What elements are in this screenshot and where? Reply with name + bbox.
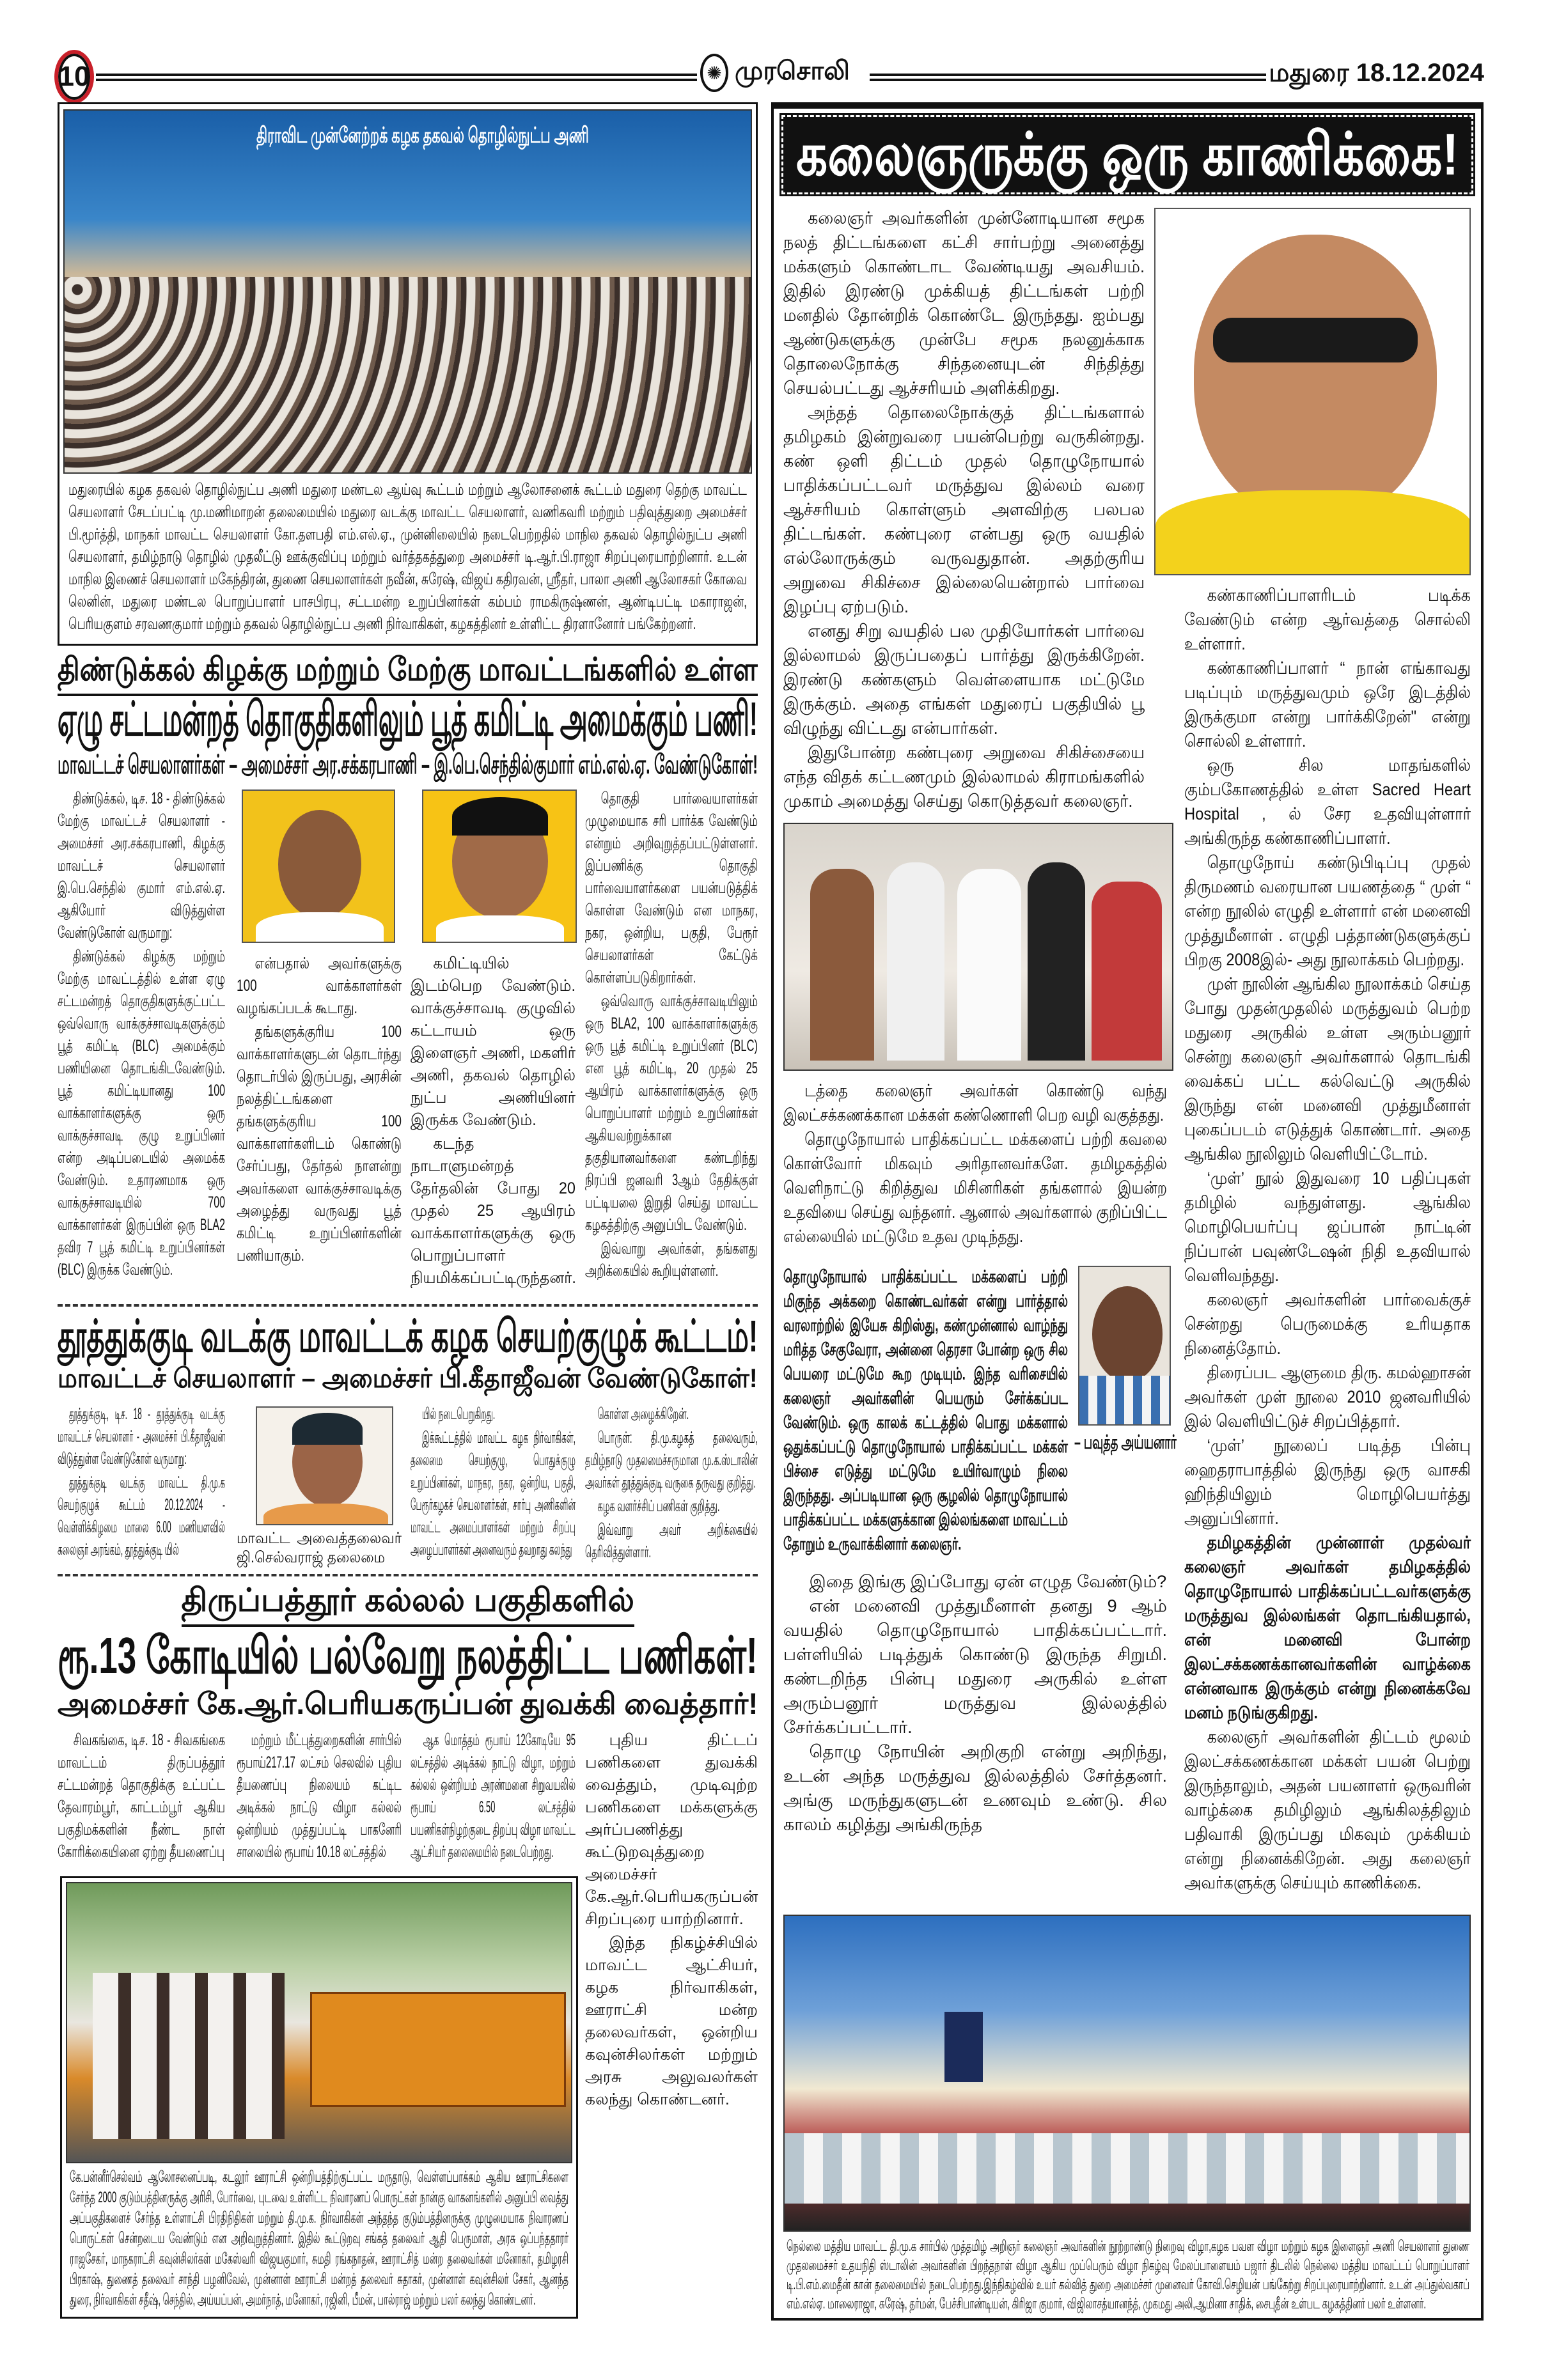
paragraph: தொழு நோயின் அறிகுறி என்று அறிந்து, உடன் அந்த மருத்துவ இல்லத்தில் சேர்த்தனர். அங்கு மருந்துகளுடன் உணவும் உண்டு. சில காலம் கழித்து அங்கிருந்த <box>783 1742 1167 1834</box>
article2-col1 <box>58 1403 225 1568</box>
paragraph: தூத்துக்குடி வடக்கு மாவட்ட தி.மு.க செயற்குழுக் கூட்டம் 20.12.2024 - வெள்ளிக்கிழமை மாலை 6.00 மணியளவில் கலைஞர் அரங்கம், தூத்துக்குடி யில் <box>58 1474 225 1559</box>
article3-kicker-text: திருப்பத்தூர் கல்லல் பகுதிகளில் <box>182 1582 634 1627</box>
paragraph: கலைஞர் அவர்களின் திட்டம் மூலம் இலட்சக்கணக்கான மக்கள் பயன் பெற்று இருந்தாலும், அதன் பயனாளர் ஒருவரின் வாழ்க்கை தமிழிலும் ஆங்கிலத்திலும் பதிவாகி இருப்பது மிகவும் முக்கியம் என்று நினைக்கிறேன். அது கலைஞர் அவர்களுக்கு செய்யும் காணிக்கை. <box>1184 1727 1471 1892</box>
author-name: – பவுத்த அய்யனார் <box>1074 1432 1177 1453</box>
paragraph: ஒவ்வொரு வாக்குச்சாவடியிலும் ஒரு BLA2, 100 வாக்காளர்களுக்கு ஒரு பூத் கமிட்டி உறுப்பினர் (BLC) என பூத் கமிட்டி, 20 முதல் 25 ஆயிரம் வாக்காளர்களுக்கு ஒரு பொறுப்பாளர் மற்றும் உறுபினர்கள் ஆகியவற்றுக்கான தகுதியானவர்களை கண்டறிந்து நிரப்பி ஜனவரி 3ஆம் தேதிக்குள் பட்டியலை இறுதி செய்து மாவட்ட கழகத்திற்கு அனுப்பிட வேண்டும். <box>585 992 758 1234</box>
article2-col2 <box>237 1529 402 1569</box>
relief-photo-box <box>60 1876 578 2319</box>
feature-title: கலைஞருக்கு ஒரு காணிக்கை! <box>796 122 1459 187</box>
article2-subhead-text: மாவட்டச் செயலாளர் – அமைச்சர் பி.கீதாஜீவன் வேண்டுகோள்! <box>58 1363 758 1393</box>
paragraph: மற்றும் மீட்புத்துறைகளின் சார்பில் ரூபாய்217.17 லட்சம் செலவில் புதிய தீயணைப்பு நிலையம் கட்டிட அடிக்கல் நாட்டு விழா கல்லல் ஒன்றியம் முத்துப்பட்டி பாகனேரி சாலையில் ரூபாய் 10.18 லட்சத்தில் <box>237 1731 402 1861</box>
article2-subhead <box>58 1363 758 1397</box>
top-photo-caption-box <box>68 479 747 640</box>
relief-trucks-photo <box>66 1882 572 2163</box>
paragraph: என்பதால் அவர்களுக்கு 100 வாக்காளர்கள் வழங்கப்படக் கூடாது. <box>237 954 402 1017</box>
paragraph: முள் நூலின் ஆங்கில நூலாக்கம் செய்த போது முதன்முதலில் மருத்துவம் பெற்ற மதுரை அருகில் உள்ள அரும்பனூர் சென்று கலைஞர் அவர்களால் தொடங்கி வைக்கப் பட்ட கல்வெட்டு அருகில் இருந்து என் மனைவி முத்துமீனாள் புகைப்படம் எடுத்துக் கொண்டார். அதை ஆங்கில நூலிலும் வெளியிட்டோம். <box>1184 974 1471 1163</box>
paragraph: தொழுநோய் கண்டுபிடிப்பு முதல் திருமணம் வரையான பயணத்தை “ முள் “ என்ற நூலில் எழுதி உள்ளார் என் மனைவி முத்துமீனாள் . எழுதி பத்தாண்டுகளுக்குப் பிறகு 2008இல்- அது நூலாக்கம் பெற்றது. <box>1184 853 1471 969</box>
newspaper-name: முரசொலி <box>735 57 850 85</box>
feature-bold-paragraph: தொழுநோயால் பாதிக்கப்பட்ட மக்களைப் பற்றி மிகுந்த அக்கறை கொண்டவர்கள் என்று பார்த்தால் வரலாற்றில் இயேசு கிறிஸ்து, கண்முன்னால் வாழ்ந்து மரித்த சேகுவேரா, அன்னை தெரசா போன்ற ஒரு சில பெயரை மட்டுமே கூற முடியும். இந்த வரிசையில் கலைஞர் அவர்களின் பெயரும் சேர்க்கப்பட வேண்டும். ஒரு காலக் கட்டத்தில் பொது மக்களால் ஒதுக்கப்பட்டு தொழுநோயால் பாதிக்கப்பட்ட மக்கள் பிச்சை எடுத்து மட்டுமே உயிர்வாழும் நிலை இருந்தது. அப்படியான ஒரு சூழலில் தொழுநோயால் பாதிக்கப்பட்ட மக்களுக்கான இல்லங்களை மாவட்டம் தோறும் உருவாக்கினார் கலைஞர். <box>783 1267 1068 1553</box>
article1-subhead-text: மாவட்டச் செயலாளர்கள் – அமைச்சர் அர.சக்கரபாணி – இ.பெ.செந்தில்குமார் எம்.எல்.ஏ. வேண்டுகோள்! <box>58 749 758 779</box>
function-photo-caption: நெல்லை மத்திய மாவட்ட தி.மு.க சார்பில் முத்தமிழ் அறிஞர் கலைஞர் அவர்களின் நூற்றாண்டு நிறைவு விழா,கழக பவள விழா மற்றும் கழக இளைஞர் அணி செயலாளர் துணை முதலமைச்சர் உதயநிதி ஸ்டாலின் அவர்களின் பிறந்தநாள் விழா ஆகிய முப்பெரும் விழா நிகழ்வு மேலப்பாளையம் பஜார் திடலில் நெல்லை மத்திய மாவட்டப் பொறுப்பாளர் டி.பி.எம்.மைதீன் கான் தலைமையில் நடைபெற்றது.இந்நிகழ்வில் உயர் கல்வித் துறை அமைச்சர் முனைவர் கோவி.செழியன் பங்கேற்று சிறப்புரையாற்றினார். உடன் அப்துல்வகாப் எம்.எல்ஏ. மாலைராஜா, சுரேஷ், தர்மன், பேச்சிபாண்டியன், கிரிஜா குமார், விஜிலாசத்யானந்த், முகமது அலி,ஆமினா சாதிக், சைபுதீன் உள்பட கழகத்தினர் பலர் உள்ளனர். <box>787 2237 1469 2312</box>
portrait-senthilkumar <box>422 789 577 943</box>
newspaper-logo <box>700 54 850 92</box>
relief-photo-caption: கே.பன்னீர்செல்வம் ஆலோசனைப்படி, கடலூர் ஊராட்சி ஒன்றியத்திற்குட்பட்ட மருதாடு, வெள்ளப்பாக்கம் ஆகிய ஊராட்சிகளை சேர்ந்த 2000 குடும்பத்தினருக்கு அரிசி, போர்வை, புடவை உள்ளிட்ட நிவாரணப் பொருட்கள் நான்கு வாகனங்களில் அனுப்பி வைத்து அப்பகுதிகளைச் சேர்ந்த உள்ளாட்சி பிரதிநிதிகள் மற்றும் தி.மு.க. நிர்வாகிகள் அந்தந்த குடும்பத்தினருக்கு முழுமையாக நிவாரணப் பொருட்கள் சென்றடைய வேண்டும் என அறிவுறுத்தினார். இதில் கூட்டுறவு சங்கத் தலைவர் ஆதி பெருமாள், அரசு ஒப்பந்ததாரர் ராஜசேகர், மாநகராட்சி கவுன்சிலர்கள் மகேஸ்வரி விஜயகுமார், சுமதி ரங்கநாதன், ஊராட்சித் மன்ற தலைவர்கள் மனோகர், தமிழரசி பிரகாஷ், துணைத் தலைவர் சாந்தி பழனிவேல், முன்னாள் ஊராட்சி மன்றத் தலைவர் சுதாகர், முன்னாள் கவுன்சிலர் சேகர், ஆனந்த துரை, நிர்வாகிகள் சதீஷ், செந்தில், அய்யப்பன், அமர்நாத், மனோகர், ரஜினி, பீமன், பால்ராஜ் மற்றும் பலர் கலந்து கொண்டனர். <box>70 2168 568 2308</box>
article1-headline-text: ஏழு சட்டமன்றத் தொகுதிகளிலும் பூத் கமிட்டி அமைக்கும் பணி! <box>58 692 758 745</box>
paragraph: இதுபோன்ற கண்புரை அறுவை சிகிச்சையை எந்த விதக் கட்டணமும் இல்லாமல் கிராமங்களில் முகாம் அமைத்து செய்து கொடுத்தவர் கலைஞர். <box>783 743 1145 811</box>
header-rule-left <box>96 74 697 81</box>
paragraph: யில் நடைபெறுகிறது. <box>422 1405 496 1423</box>
paragraph: இந்த நிகழ்ச்சியில் மாவட்ட ஆட்சியர், கழக நிர்வாகிகள், ஊராட்சி மன்ற தலைவர்கள், ஒன்றிய கவுன்சிலர்கள் மற்றும் அரசு அலுவலர்கள் கலந்து கொண்டனர். <box>585 1934 758 2108</box>
paragraph: கழக வளர்ச்சிப் பணிகள் குறித்து. <box>597 1497 720 1515</box>
article1-col2 <box>237 953 402 1298</box>
banner <box>256 123 589 152</box>
top-photo-caption: மதுரையில் கழக தகவல் தொழில்நுட்ப அணி மதுரை மண்டல ஆய்வு கூட்டம் மற்றும் ஆலோசனைக் கூட்டம் மதுரை தெற்கு மாவட்ட செயலாளர் சேடப்பட்டி மு.மணிமாறன் தலைமையில் மதுரை வடக்கு மாவட்ட செயலாளர், வணிகவரி மற்றும் பதிவுத்துறை அமைச்சர் பி.மூர்த்தி, மாநகர் மாவட்ட செயலாளர் கோ.தளபதி எம்.எல்.ஏ., முன்னிலையில் நடைபெற்றதில் மாநில தகவல் தொழில்நுட்ப அணி செயலாளர், தமிழ்நாடு தொழில் முதலீட்டு ஊக்குவிப்பு மற்றும் வர்த்தகத்துறை அமைச்சர் டி.ஆர்.பி.ராஜா சிறப்புரையாற்றினார். உடன் மாநில இணைச் செயலாளர் மகேந்திரன், துணை செயலாளர்கள் நவீன், சுரேஷ், விஜய் கதிரவன், ஸ்ரீதர், பாலா அணி ஆலோசகர் கோவை லெனின், மதுரை மண்டல பொறுப்பாளர் பாசபிரபு, சட்டமன்ற உறுப்பினர்கள் கம்பம் ராமகிருஷ்ணன், ஆண்டிபட்டி மகாராஜன், பெரியகுளம் சரவணகுமார் மற்றும் தகவல் தொழில்நுட்ப அணி நிர்வாகிகள், கழகத்தினர் உள்ளிட்ட திரளானோர் பங்கேற்றனர். <box>68 481 747 633</box>
article3-col2 <box>237 1729 402 1871</box>
article3-subhead <box>58 1686 758 1723</box>
author-portrait <box>1078 1266 1171 1426</box>
article1-headline <box>58 692 758 747</box>
paragraph: டத்தை கலைஞர் அவர்கள் கொண்டு வந்து இலட்சக்கணக்கான மக்கள் கண்ணொளி பெற வழி வகுத்தது. <box>783 1081 1167 1124</box>
paragraph: இதை இங்கு இப்போது ஏன் எழுத வேண்டும்? <box>809 1572 1167 1591</box>
paragraph: இவ்வாறு அவர் அறிக்கையில் தெரிவித்துள்ளார். <box>585 1521 758 1561</box>
article2-headline <box>58 1311 758 1362</box>
paragraph: ‘முள்’ நூல் இதுவரை 10 பதிப்புகள் தமிழில் வந்துள்ளது. ஆங்கில மொழிபெயர்ப்பு ஜப்பான் நாட்டின் நிப்பான் பவுண்டேஷன் நிதி உதவியால் வெளிவந்தது. <box>1184 1169 1471 1285</box>
article1-col3 <box>411 953 576 1298</box>
paragraph: ஆக மொத்தம் ரூபாய் 12கோடியே 95 லட்சத்தில் அடிக்கல் நாட்டு விழா, மற்றும் கல்லல் ஒன்றியம் அரண்மனை சிறுவயலில் ரூபாய் 6.50 லட்சத்தில் பயணிகள்நிழற்குடை திறப்பு விழா மாவட்ட ஆட்சியர் தலைமையில் நடைபெற்றது. <box>411 1731 576 1861</box>
paragraph: இக்கூட்டத்தில் மாவட்ட கழக நிர்வாகிகள், தலைமை செயற்குழு, பொதுக்குழு உறுப்பினர்கள், மாநகர, நகர, ஒன்றிய, பகுதி, பேரூர்கழகச் செயலாளர்கள், சார்பு அணிகளின் மாவட்ட அமைப்பாளர்கள் மற்றும் சிறப்பு அழைப்பாளர்கள் அனைவரும் தவறாது கலந்து <box>411 1429 576 1559</box>
kalaignar-photo <box>1154 208 1471 575</box>
top-photo-box <box>58 102 758 646</box>
paragraph: மாவட்ட அவைத்தலைவர் ஜி.செல்வராஜ் தலைமை <box>237 1530 402 1566</box>
feature-bold-box <box>783 1264 1068 1562</box>
article1-kicker-text: திண்டுக்கல் கிழக்கு மற்றும் மேற்கு மாவட்டங்களில் உள்ள <box>58 651 758 696</box>
divider <box>58 1304 758 1307</box>
article3-col4 <box>585 1729 758 2317</box>
article2-headline-text: தூத்துக்குடி வடக்கு மாவட்டக் கழக செயற்குழுக் கூட்டம்! <box>58 1311 758 1361</box>
paragraph: திரைப்பட ஆளுமை திரு. கமல்ஹாசன் அவர்கள் முள் நூலை 2010 ஜனவரியில் இல் வெளியிட்டுச் சிறப்பித்தார். <box>1184 1363 1471 1431</box>
feature-col-b <box>1184 583 1471 1908</box>
paragraph: தொகுதி பார்வையாளர்கள் முழுமையாக சரி பார்க்க வேண்டும் என்றும் அறிவுறுத்தப்பட்டுள்ளனர். இப்பணிக்கு தொகுதி பார்வையாளர்களை பயன்படுத்திக் கொள்ள வேண்டும் என மாநகர, நகர, ஒன்றிய, பகுதி, பேரூர் செயலாளர்கள் கேட்டுக் கொள்ளப்படுகிறார்கள். <box>585 789 758 986</box>
paragraph: இவ்வாறு அவர்கள், தங்களது அறிக்கையில் கூறியுள்ளனர். <box>585 1240 758 1280</box>
feature-col-a-end <box>783 1569 1167 1908</box>
header-rule-right <box>870 74 1266 81</box>
paragraph: தமிழகத்தின் முன்னாள் முதல்வர் கலைஞர் அவர்கள் தமிழகத்தில் தொழுநோயால் பாதிக்கப்பட்டவர்களுக்கு மருத்துவ இல்லங்கள் தொடங்கியதால், என் மனைவி போன்ற இலட்சக்கணக்கானவர்களின் வாழ்க்கை என்னவாக இருக்கும் என்று நினைக்கவே மனம் நடுங்குகிறது. <box>1184 1533 1471 1722</box>
page-number: 10 <box>54 50 94 104</box>
paragraph: திண்டுக்கல், டிச. 18 - திண்டுக்கல் மேற்கு மாவட்டச் செயலாளர் - அமைச்சர் அர.சக்கரபாணி, கிழக்கு மாவட்டச் செயலாளர் இ.பெ.செந்தில் குமார் எம்.எல்.ஏ. ஆகியோர் விடுத்துள்ள வேண்டுகோள் வருமாறு: <box>58 789 225 942</box>
paragraph: என் மனைவி முத்துமீனாள் தனது 9 ஆம் வயதில் தொழுநோயால் பாதிக்கப்பட்டார். பள்ளியில் படித்துக் கொண்டு இருந்த சிறுமி. கண்டறிந்த பின்பு மதுரை அருகில் உள்ள அரும்பனூர் மருத்துவ இல்லத்தில் சேர்க்கப்பட்டார். <box>783 1596 1167 1737</box>
article2-col4 <box>585 1403 758 1568</box>
paragraph: புதிய திட்டப் பணிகளை துவக்கி வைத்தும், முடிவுற்ற பணிகளை மக்களுக்கு அர்ப்பணித்து கூட்டுறவுத்துறை அமைச்சர் கே.ஆர்.பெரியகருப்பன் சிறப்புரை யாற்றினார். <box>585 1731 758 1928</box>
paragraph: பொருள்: தி.மு.கழகத் தலைவரும், தமிழ்நாடு முதலமைச்சருமான மு.க.ஸ்டாலின் அவர்கள் தூத்துக்குடி வருகை தருவது குறித்து. <box>585 1429 758 1491</box>
paragraph: கமிட்டியில் இடம்பெற வேண்டும். வாக்குச்சாவடி குழுவில் கட்டாயம் ஒரு இளைஞர் அணி, மகளிர் அணி, தகவல் தொழில் நுட்ப அணியினர் இருக்க வேண்டும். <box>411 954 576 1129</box>
feature-title-box <box>781 115 1473 194</box>
edition-date: மதுரை 18.12.2024 <box>1269 59 1484 87</box>
audience-crowd <box>65 277 751 474</box>
paragraph: எனது சிறு வயதில் பல முதியோர்கள் பார்வை இல்லாமல் இருப்பதைப் பார்த்து இருக்கிறேன். இரண்டு கண்களும் வெள்ளையாக மட்டுமே இருக்கும். அதை எங்கள் மதுரைப் பகுதியில் பூ விழுந்து விட்டது என்பார்கள். <box>783 621 1145 738</box>
article3-subhead-text: அமைச்சர் கே.ஆர்.பெரியகருப்பன் துவக்கி வைத்தார்! <box>58 1687 758 1720</box>
relief-photo-caption-box <box>70 2167 568 2313</box>
function-photo-caption-box <box>787 2236 1469 2315</box>
paragraph: தங்களுக்குரிய 100 வாக்காளர்களுடன் தொடர்ந்து தொடர்பில் இருப்பது, அரசின் நலத்திட்டங்களை தங்களுக்குரிய 100 வாக்காளர்களிடம் கொண்டு சேர்ப்பது, தேர்தல் நாளன்று அவர்களை வாக்குச்சாவடிக்கு அழைத்து வருவது பூத் கமிட்டி உறுப்பினர்களின் பணியாகும். <box>237 1023 402 1264</box>
article3-col1 <box>58 1729 225 1871</box>
paragraph: கடந்த நாடாளுமன்றத் தேர்தலின் போது 20 முதல் 25 ஆயிரம் வாக்காளர்களுக்கு ஒரு பொறுப்பாளர் நியமிக்கப்பட்டிருந்தனர். <box>411 1135 576 1287</box>
feature-title-line <box>796 120 1459 190</box>
author-name-line <box>1074 1432 1177 1458</box>
meeting-photo <box>63 109 752 474</box>
feature-col-a-top <box>783 206 1145 816</box>
divider <box>58 1574 758 1576</box>
article3-headline-text: ரூ.13 கோடியில் பல்வேறு நலத்திட்ட பணிகள்! <box>58 1627 758 1684</box>
feature-col-a-mid <box>783 1078 1167 1256</box>
paragraph: கண்காணிப்பாளரிடம் படிக்க வேண்டும் என்ற ஆர்வத்தை சொல்லி உள்ளார். <box>1184 586 1471 653</box>
article2-col3 <box>411 1403 576 1568</box>
article3-kicker <box>58 1582 758 1622</box>
paragraph: ‘முள்’ நூலைப் படித்த பின்பு ஹைதராபாத்தில் இருந்து ஒரு வாசகி ஹிந்தியிலும் மொழிபெயர்த்து அனுப்பினார். <box>1184 1436 1471 1528</box>
paragraph: அந்தத் தொலைநோக்குத் திட்டங்களால் தமிழகம் இன்றுவரை பயன்பெற்று வருகின்றது. கண் ஒளி திட்டம் முதல் தொழுநோயால் பாதிக்கப்பட்டவர் மருத்துவ இல்லம் வரை ஆச்சரியம் கொள்ளும் அளவிற்கு பலபல திட்டங்கள். கண்புரை என்பது ஒரு வயதில் எல்லோருக்கும் வருவதுதான். அதற்குரிய அறுவை சிகிச்சை இல்லையென்றால் பார்வை இழப்பு ஏற்படும். <box>783 403 1145 616</box>
banner-text: திராவிட முன்னேற்றக் கழக தகவல் தொழில்நுட்ப அணி <box>256 123 589 148</box>
portrait-geethajeevan <box>256 1406 393 1525</box>
paragraph: கொள்ள அழைக்கிறேன். <box>597 1405 689 1423</box>
article3-headline <box>58 1626 758 1684</box>
paragraph: கலைஞர் அவர்களின் பார்வைக்குச் சென்றது பெருமைக்கு உரியதாக நினைத்தோம். <box>1184 1290 1471 1358</box>
paragraph: தொழுநோயால் பாதிக்கப்பட்ட மக்களைப் பற்றி கவலை கொள்வோர் மிகவும் அரிதானவர்களே. தமிழகத்தில் வெளிநாட்டு கிறித்துவ மிசினரிகள் தங்களால் இயன்ற உதவியை செய்து வந்தனர். ஆனால் அவர்களால் குறிப்பிட்ட எல்லையில் மட்டுமே உதவ முடிந்தது. <box>783 1130 1167 1246</box>
portrait-sakkarapani <box>242 789 395 943</box>
article1-subhead <box>58 749 758 784</box>
paragraph: கண்காணிப்பாளர் “ நான் எங்காவது படிப்பும் மருத்துவமும் ஒரே இடத்தில் இருக்குமா என்று பார்க்கிறேன்" என்று சொல்லி உள்ளார். <box>1184 658 1471 751</box>
paragraph: சிவகங்கை, டிச. 18 - சிவகங்கை மாவட்டம் திருப்பத்தூர் சட்டமன்றத் தொகுதிக்கு உட்பட்ட தேவாரம்பூர், காட்டம்பூர் ஆகிய பகுதிமக்களின் நீண்ட நாள் கோரிக்கையினை ஏற்று தீயணைப்பு <box>58 1731 225 1861</box>
paragraph: ஒரு சில மாதங்களில் கும்பகோணத்தில் உள்ள Sacred Heart Hospital , ல் சேர உதவியுள்ளார் அங்கிருந்த கண்காணிப்பாளர். <box>1184 756 1471 848</box>
book-release-photo <box>783 823 1173 1071</box>
function-stage-photo <box>783 1915 1471 2232</box>
article1-kicker <box>58 651 758 692</box>
paragraph: கலைஞர் அவர்களின் முன்னோடியான சமூக நலத் திட்டங்களை கட்சி சார்பற்று அனைத்து மக்களும் கொண்டாட வேண்டியது அவசியம். இதில் இரண்டு முக்கியத் திட்டங்கள் பற்றி மனதில் தோன்றிக் கொண்டே இருந்தது. ஐம்பது ஆண்டுகளுக்கு முன்பே சமூக நலனுக்காக தொலைநோக்கு சிந்தனையுடன் சிந்தித்து செயல்பட்டது ஆச்சரியம் அளிக்கிறது. <box>783 208 1145 398</box>
paragraph: தூத்துக்குடி, டிச. 18 - தூத்துக்குடி வடக்கு மாவட்டச் செயலாளர் - அமைச்சர் பி.கீதாஜீவன் விடுத்துள்ள வேண்டுகோள் வருமாறு: <box>58 1405 225 1468</box>
article1-col1 <box>58 788 225 1298</box>
article3-col3 <box>411 1729 576 1871</box>
drum-logo-icon: ✺ <box>700 54 728 92</box>
article1-col4 <box>585 788 758 1298</box>
paragraph: திண்டுக்கல் கிழக்கு மற்றும் மேற்கு மாவட்டத்தில் உள்ள ஏழு சட்டமன்றத் தொகுதிகளுக்குட்பட்ட ஒவ்வொரு வாக்குச்சாவடிகளுக்கும் பூத் கமிட்டி (BLC) அமைக்கும் பணியினை தொடங்கிடவேண்டும். பூத் கமிட்டியானது 100 வாக்காளர்களுக்கு ஒரு வாக்குச்சாவடி குழு உறுப்பினர் என்ற அடிப்படையில் அமைக்க வேண்டும். உதாரணமாக ஒரு வாக்குச்சாவடியில் 700 வாக்காளர்கள் இருப்பின் ஒரு BLA2 தவிர 7 பூத் கமிட்டி உறுப்பினர்கள் (BLC) இருக்க வேண்டும். <box>58 947 225 1279</box>
